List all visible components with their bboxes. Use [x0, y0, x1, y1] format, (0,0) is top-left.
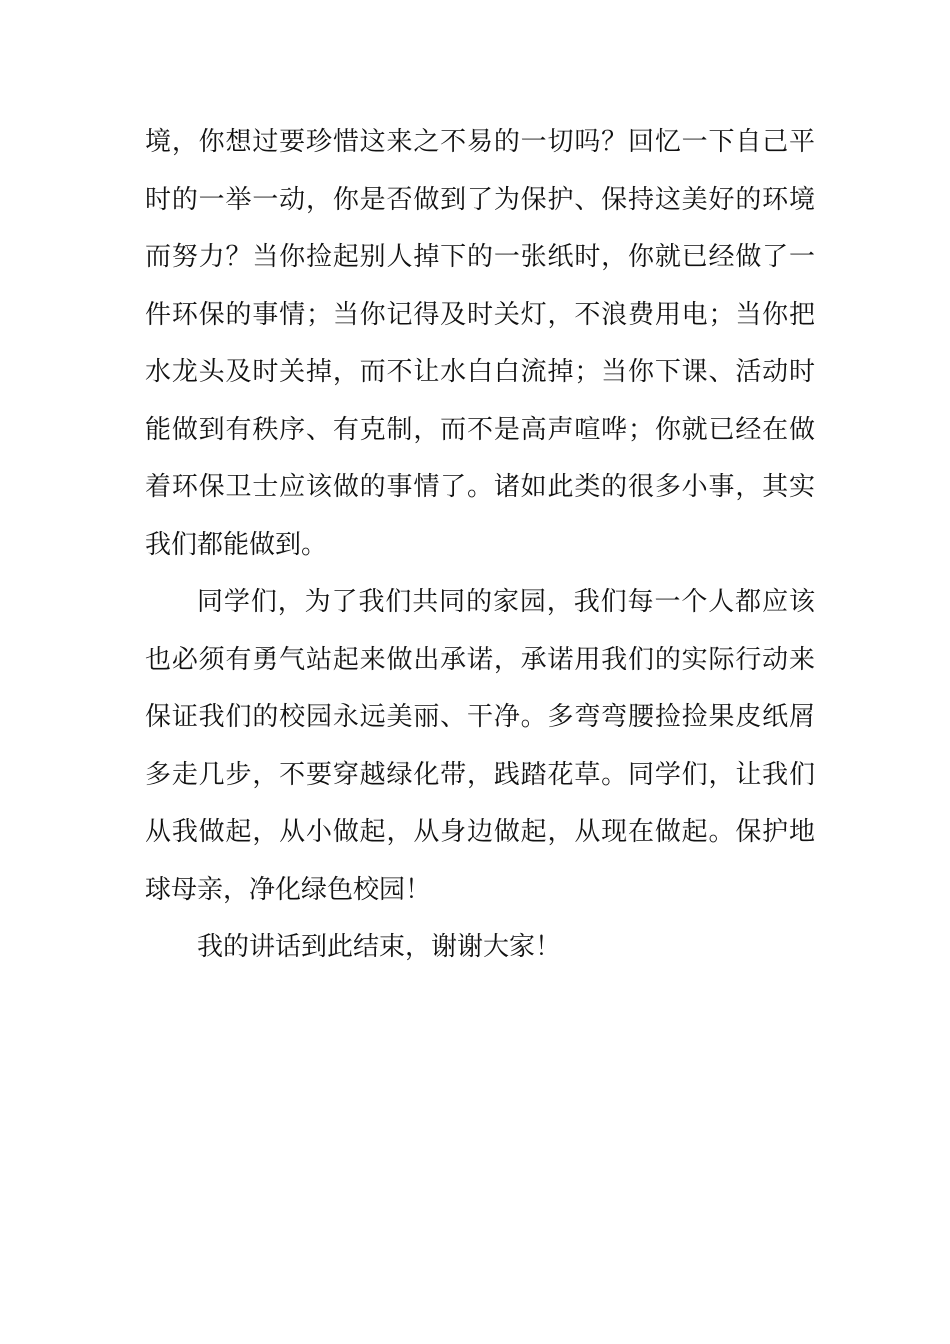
- text-line: 多走几步，不要穿越绿化带，践踏花草。同学们，让我们: [145, 759, 815, 790]
- paragraph-closing: [145, 919, 815, 977]
- text-line: 同学们，为了我们共同的家园，我们每一个人都应该: [197, 587, 815, 617]
- paragraph-environment-care: [145, 114, 815, 574]
- text-line: 件环保的事情；当你记得及时关灯，不浪费用电；当你把: [145, 299, 815, 330]
- text-line: 也必须有勇气站起来做出承诺，承诺用我们的实际行动来: [145, 644, 815, 675]
- text-line: 水龙头及时关掉，而不让水白白流掉；当你下课、活动时: [145, 357, 815, 387]
- text-line: 着环保卫士应该做的事情了。诸如此类的很多小事，其实: [145, 472, 815, 502]
- text-line: 从我做起，从小做起，从身边做起，从现在做起。保护地: [145, 817, 815, 847]
- text-line: 而努力？当你捡起别人掉下的一张纸时，你就已经做了一: [145, 242, 815, 272]
- text-line: 我的讲话到此结束，谢谢大家！: [197, 932, 562, 962]
- document-body: [145, 114, 815, 977]
- text-line: 我们都能做到。: [145, 529, 328, 560]
- text-line: 时的一举一动，你是否做到了为保护、保持这美好的环境: [145, 184, 815, 215]
- text-line: 球母亲，净化绿色校园！: [145, 874, 432, 905]
- text-line: 能做到有秩序、有克制，而不是高声喧哗；你就已经在做: [145, 414, 815, 445]
- text-line: 境，你想过要珍惜这来之不易的一切吗？回忆一下自己平: [145, 127, 815, 157]
- text-line: 保证我们的校园永远美丽、干净。多弯弯腰捡捡果皮纸屑: [145, 702, 815, 732]
- paragraph-call-to-action: [145, 574, 815, 919]
